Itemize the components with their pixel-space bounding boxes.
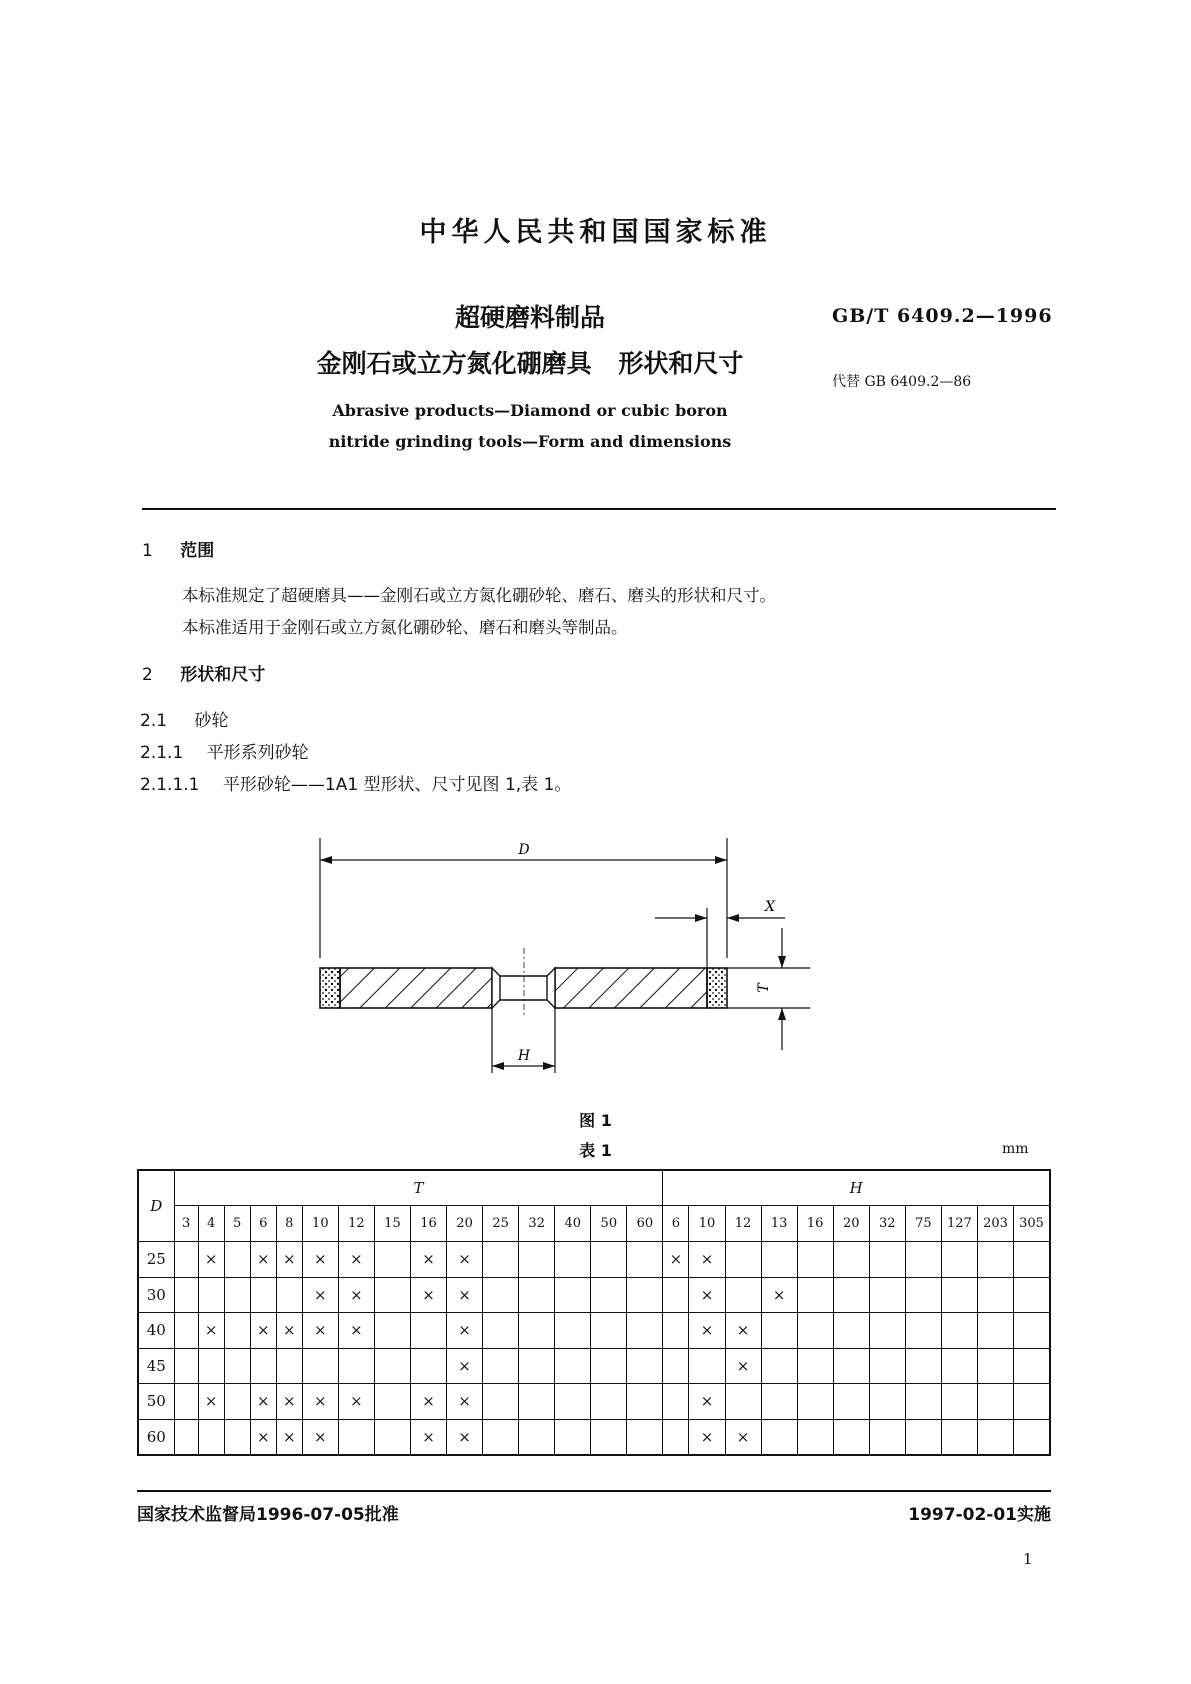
section-2-1-1-1-number: 2.1.1.1 — [140, 775, 200, 795]
section-2-number: 2 — [142, 665, 153, 685]
section-2-1-1-number: 2.1.1 — [140, 743, 184, 763]
header-t-4: 4 — [198, 1206, 224, 1242]
table-cell — [627, 1384, 663, 1420]
table-cell — [1014, 1313, 1050, 1349]
section-1-paragraph-2: 本标准适用于金刚石或立方氮化硼砂轮、磨石和磨头等制品。 — [182, 618, 628, 637]
table-row — [138, 1313, 1050, 1349]
table-cell — [663, 1384, 689, 1420]
table-cell-mark: × — [276, 1384, 302, 1420]
section-2-1-title: 砂轮 — [194, 711, 229, 731]
table-cell-mark: × — [302, 1384, 338, 1420]
page-number: 1 — [1023, 1550, 1033, 1568]
table-cell — [761, 1419, 797, 1455]
table-cell — [250, 1348, 276, 1384]
dimension-h — [492, 1008, 555, 1073]
table-cell-mark: × — [198, 1313, 224, 1349]
table-cell — [627, 1348, 663, 1384]
header-t-10: 10 — [302, 1206, 338, 1242]
table-cell — [276, 1277, 302, 1313]
table-cell — [224, 1348, 250, 1384]
header-h-6: 6 — [663, 1206, 689, 1242]
table-cell — [977, 1384, 1013, 1420]
table-cell — [591, 1348, 627, 1384]
table-cell — [174, 1348, 198, 1384]
table-cell-mark: × — [689, 1277, 725, 1313]
row-d-value: 25 — [138, 1242, 174, 1278]
table-cell-mark: × — [302, 1242, 338, 1278]
table-cell — [1014, 1419, 1050, 1455]
table-cell-mark: × — [276, 1242, 302, 1278]
section-2-heading — [142, 660, 265, 685]
table-cell — [1014, 1277, 1050, 1313]
table-cell — [555, 1348, 591, 1384]
header-h-305: 305 — [1014, 1206, 1050, 1242]
national-standard-heading: 中华人民共和国国家标准 — [419, 217, 772, 248]
title-en-line2: nitride grinding tools—Form and dimensions — [328, 432, 732, 451]
table-cell — [374, 1419, 410, 1455]
table-caption: 表 1 — [579, 1141, 612, 1160]
header-d: D — [138, 1170, 174, 1242]
table-cell — [833, 1384, 869, 1420]
header-group-t: T — [174, 1170, 663, 1206]
section-1-heading — [142, 536, 214, 561]
table-cell-mark: × — [250, 1242, 276, 1278]
table-cell — [689, 1348, 725, 1384]
table-cell — [627, 1419, 663, 1455]
header-h-75: 75 — [905, 1206, 941, 1242]
table-cell — [519, 1277, 555, 1313]
footer-rule — [137, 1490, 1051, 1492]
table-cell — [977, 1277, 1013, 1313]
table-cell — [1014, 1242, 1050, 1278]
table-cell — [797, 1419, 833, 1455]
table-cell — [833, 1313, 869, 1349]
table-cell — [627, 1313, 663, 1349]
table-cell — [627, 1277, 663, 1313]
table-cell — [410, 1313, 446, 1349]
table-cell — [941, 1384, 977, 1420]
table-cell — [174, 1419, 198, 1455]
table-cell — [869, 1419, 905, 1455]
table-cell-mark: × — [302, 1313, 338, 1349]
table-row — [138, 1277, 1050, 1313]
header-h-127: 127 — [941, 1206, 977, 1242]
table-unit: mm — [1002, 1141, 1029, 1157]
header-t-5: 5 — [224, 1206, 250, 1242]
table-cell — [198, 1348, 224, 1384]
table-cell — [977, 1242, 1013, 1278]
table-cell — [483, 1277, 519, 1313]
table-cell — [663, 1277, 689, 1313]
header-t-15: 15 — [374, 1206, 410, 1242]
table-cell — [725, 1242, 761, 1278]
table-cell-mark: × — [725, 1313, 761, 1349]
header-h-16: 16 — [797, 1206, 833, 1242]
table-cell — [519, 1348, 555, 1384]
table-cell — [198, 1277, 224, 1313]
header-h-12: 12 — [725, 1206, 761, 1242]
table-cell — [797, 1277, 833, 1313]
table-cell — [977, 1348, 1013, 1384]
table-cell-mark: × — [302, 1419, 338, 1455]
table-cell — [224, 1242, 250, 1278]
table-cell — [483, 1419, 519, 1455]
table-cell — [555, 1384, 591, 1420]
table-cell — [555, 1313, 591, 1349]
label-d: D — [518, 842, 530, 858]
table-cell — [224, 1419, 250, 1455]
table-cell — [905, 1242, 941, 1278]
approval-note: 国家技术监督局1996-07-05批准 — [137, 1505, 399, 1525]
table-cell — [555, 1419, 591, 1455]
table-cell — [977, 1419, 1013, 1455]
table-cell-mark: × — [447, 1419, 483, 1455]
table-cell — [302, 1348, 338, 1384]
table-cell — [483, 1242, 519, 1278]
header-t-3: 3 — [174, 1206, 198, 1242]
section-2-1-heading — [140, 706, 228, 731]
table-cell-mark: × — [338, 1277, 374, 1313]
table-row — [138, 1419, 1050, 1455]
section-2-1-1-title: 平形系列砂轮 — [206, 743, 309, 763]
section-2-1-1-heading — [140, 738, 309, 763]
header-t-20: 20 — [447, 1206, 483, 1242]
header-t-25: 25 — [483, 1206, 519, 1242]
table-cell — [833, 1242, 869, 1278]
dimension-t — [727, 928, 810, 1050]
table-cell — [905, 1384, 941, 1420]
table-cell-mark: × — [447, 1348, 483, 1384]
table-row — [138, 1384, 1050, 1420]
table-cell-mark: × — [447, 1384, 483, 1420]
table-cell — [761, 1242, 797, 1278]
table-cell-mark: × — [410, 1384, 446, 1420]
figure-1-wheel-drawing — [300, 838, 860, 1078]
section-1-paragraph-1: 本标准规定了超硬磨具——金刚石或立方氮化硼砂轮、磨石、磨头的形状和尺寸。 — [182, 586, 776, 605]
table-cell — [519, 1242, 555, 1278]
table-cell — [591, 1242, 627, 1278]
table-cell — [591, 1384, 627, 1420]
table-cell — [519, 1419, 555, 1455]
header-rule — [142, 508, 1056, 510]
section-1-title: 范围 — [180, 541, 215, 561]
header-t-32: 32 — [519, 1206, 555, 1242]
table-cell — [833, 1277, 869, 1313]
table-cell — [483, 1313, 519, 1349]
table-cell-mark: × — [410, 1419, 446, 1455]
header-t-8: 8 — [276, 1206, 302, 1242]
table-cell — [627, 1242, 663, 1278]
table-cell — [250, 1277, 276, 1313]
table-cell — [519, 1384, 555, 1420]
dimension-table — [137, 1169, 1051, 1456]
table-cell-mark: × — [198, 1242, 224, 1278]
table-cell — [374, 1384, 410, 1420]
title-cn-line2: 金刚石或立方氮化硼磨具 形状和尺寸 — [316, 349, 744, 378]
table-cell — [591, 1313, 627, 1349]
row-d-value: 30 — [138, 1277, 174, 1313]
table-cell — [941, 1348, 977, 1384]
table-cell — [374, 1242, 410, 1278]
effective-date: 1997-02-01实施 — [908, 1505, 1051, 1525]
table-cell — [869, 1384, 905, 1420]
header-t-12: 12 — [338, 1206, 374, 1242]
table-cell — [519, 1313, 555, 1349]
table-cell-mark: × — [689, 1242, 725, 1278]
table-cell — [410, 1348, 446, 1384]
table-cell — [725, 1277, 761, 1313]
table-cell — [725, 1384, 761, 1420]
header-h-32: 32 — [869, 1206, 905, 1242]
header-h-13: 13 — [761, 1206, 797, 1242]
dimension-d — [320, 838, 727, 958]
figure-caption: 图 1 — [579, 1111, 612, 1130]
table-cell-mark: × — [276, 1313, 302, 1349]
table-cell — [869, 1313, 905, 1349]
row-d-value: 40 — [138, 1313, 174, 1349]
section-2-title: 形状和尺寸 — [180, 665, 266, 685]
table-cell — [663, 1348, 689, 1384]
table-cell-mark: × — [663, 1242, 689, 1278]
table-cell-mark: × — [338, 1313, 374, 1349]
table-cell — [797, 1313, 833, 1349]
table-cell-mark: × — [338, 1242, 374, 1278]
table-cell — [797, 1348, 833, 1384]
table-cell — [374, 1313, 410, 1349]
table-cell-mark: × — [250, 1384, 276, 1420]
header-h-203: 203 — [977, 1206, 1013, 1242]
table-cell — [941, 1242, 977, 1278]
table-cell — [905, 1348, 941, 1384]
table-cell-mark: × — [725, 1419, 761, 1455]
table-cell-mark: × — [725, 1348, 761, 1384]
table-cell-mark: × — [447, 1277, 483, 1313]
header-group-h: H — [663, 1170, 1050, 1206]
label-t: T — [756, 983, 772, 993]
standard-number: GB/T 6409.2—1996 — [832, 305, 1053, 327]
table-cell — [905, 1277, 941, 1313]
table-cell — [905, 1313, 941, 1349]
dimension-x — [655, 899, 785, 968]
table-cell-mark: × — [410, 1277, 446, 1313]
table-cell — [174, 1384, 198, 1420]
header-t-40: 40 — [555, 1206, 591, 1242]
table-cell — [869, 1348, 905, 1384]
table-cell — [591, 1277, 627, 1313]
table-cell — [224, 1384, 250, 1420]
table-row — [138, 1348, 1050, 1384]
table-cell — [374, 1348, 410, 1384]
table-cell-mark: × — [198, 1384, 224, 1420]
table-cell — [224, 1313, 250, 1349]
table-cell — [905, 1419, 941, 1455]
section-2-1-1-1-heading — [140, 770, 571, 795]
header-h-20: 20 — [833, 1206, 869, 1242]
table-cell — [174, 1277, 198, 1313]
table-cell-mark: × — [250, 1313, 276, 1349]
table-cell — [174, 1313, 198, 1349]
wheel-section — [320, 948, 727, 1018]
table-cell — [663, 1313, 689, 1349]
table-cell — [941, 1419, 977, 1455]
table-cell-mark: × — [689, 1384, 725, 1420]
header-t-50: 50 — [591, 1206, 627, 1242]
title-cn-line1: 超硬磨料制品 — [454, 303, 605, 332]
table-cell — [338, 1419, 374, 1455]
table-cell-mark: × — [250, 1419, 276, 1455]
header-t-60: 60 — [627, 1206, 663, 1242]
replaces-note: 代替 GB 6409.2—86 — [832, 374, 972, 390]
section-1-number: 1 — [142, 541, 153, 561]
subheader-row — [138, 1206, 1050, 1242]
table-cell — [761, 1384, 797, 1420]
table-cell — [761, 1348, 797, 1384]
table-cell — [941, 1313, 977, 1349]
section-2-1-number: 2.1 — [140, 711, 168, 731]
header-t-16: 16 — [410, 1206, 446, 1242]
table-cell — [555, 1277, 591, 1313]
header-t-6: 6 — [250, 1206, 276, 1242]
table-cell — [797, 1242, 833, 1278]
table-cell — [1014, 1348, 1050, 1384]
table-cell-mark: × — [689, 1313, 725, 1349]
table-cell — [591, 1419, 627, 1455]
label-h: H — [517, 1048, 531, 1064]
table-cell — [174, 1242, 198, 1278]
table-cell — [338, 1348, 374, 1384]
table-cell — [374, 1277, 410, 1313]
row-d-value: 50 — [138, 1384, 174, 1420]
table-cell — [1014, 1384, 1050, 1420]
table-cell-mark: × — [276, 1419, 302, 1455]
title-en-line1: Abrasive products—Diamond or cubic boron — [332, 401, 728, 420]
table-cell-mark: × — [447, 1242, 483, 1278]
table-cell — [833, 1419, 869, 1455]
table-cell — [797, 1384, 833, 1420]
table-cell — [483, 1348, 519, 1384]
table-cell — [198, 1419, 224, 1455]
table-cell-mark: × — [302, 1277, 338, 1313]
row-d-value: 45 — [138, 1348, 174, 1384]
section-2-1-1-1-title: 平形砂轮——1A1 型形状、尺寸见图 1,表 1。 — [222, 775, 572, 795]
table-cell — [483, 1384, 519, 1420]
table-cell — [663, 1419, 689, 1455]
table-cell — [276, 1348, 302, 1384]
table-cell-mark: × — [447, 1313, 483, 1349]
table-cell — [555, 1242, 591, 1278]
header-h-10: 10 — [689, 1206, 725, 1242]
label-x: X — [765, 899, 775, 915]
table-row — [138, 1242, 1050, 1278]
table-cell-mark: × — [410, 1242, 446, 1278]
table-cell — [941, 1277, 977, 1313]
table-cell-mark: × — [338, 1384, 374, 1420]
table-cell — [977, 1313, 1013, 1349]
table-cell-mark: × — [761, 1277, 797, 1313]
table-cell-mark: × — [689, 1419, 725, 1455]
table-cell — [869, 1242, 905, 1278]
table-cell — [869, 1277, 905, 1313]
table-cell — [761, 1313, 797, 1349]
table-cell — [833, 1348, 869, 1384]
table-cell — [224, 1277, 250, 1313]
row-d-value: 60 — [138, 1419, 174, 1455]
